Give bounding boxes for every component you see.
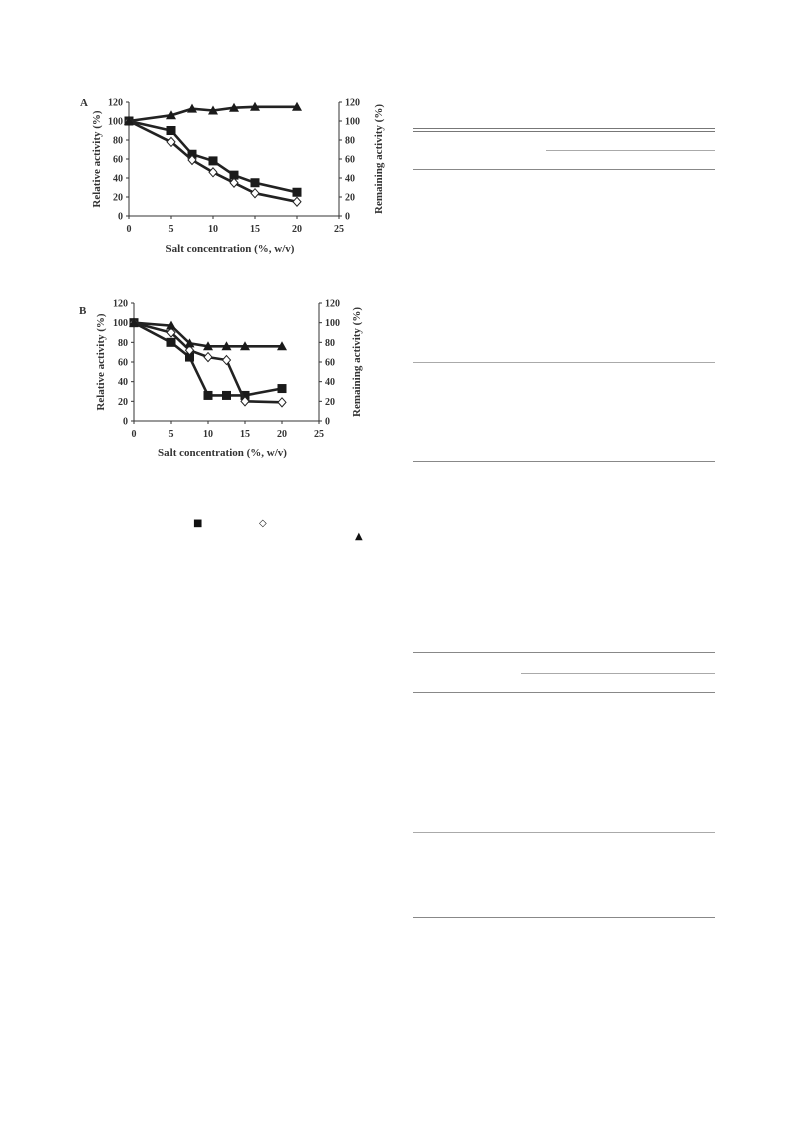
table2-top-rule	[413, 652, 715, 653]
y-tick-label-left: 80	[113, 135, 123, 147]
y-tick-label-right: 80	[325, 337, 335, 349]
y-tick-label-right: 60	[325, 357, 335, 369]
x-tick-label: 20	[292, 224, 302, 235]
data-point-diamond	[251, 189, 259, 198]
y-tick-label-left: 100	[108, 116, 123, 128]
x-tick-label: 15	[240, 429, 250, 440]
y-tick-label-left: 120	[108, 97, 123, 109]
y-axis-label-right: Remaining activity (%)	[373, 104, 385, 214]
chart-a	[0, 90, 793, 260]
x-tick-label: 25	[334, 224, 344, 235]
y-tick-label-left: 40	[113, 173, 123, 185]
chart-b-svg	[0, 294, 793, 470]
data-point-square	[222, 391, 231, 400]
data-point-square	[167, 126, 176, 135]
data-point-square	[209, 156, 218, 165]
data-point-diamond	[278, 398, 286, 407]
x-tick-label: 5	[168, 224, 174, 235]
y-tick-label-left: 100	[113, 318, 128, 330]
y-tick-label-left: 120	[113, 298, 128, 310]
data-point-square	[278, 384, 287, 393]
y-tick-label-right: 120	[345, 97, 360, 109]
data-point-square	[167, 338, 176, 347]
table1-header-rule	[413, 169, 715, 170]
y-axis-label-left: Relative activity (%)	[95, 313, 107, 411]
y-tick-label-left: 20	[118, 396, 128, 408]
y-tick-label-right: 40	[345, 173, 355, 185]
chart-a-svg	[0, 90, 793, 260]
y-tick-label-left: 0	[123, 416, 128, 428]
y-tick-label-right: 40	[325, 377, 335, 389]
table2-mid-rule	[413, 832, 715, 833]
y-tick-label-left: 80	[118, 337, 128, 349]
table1-top-rule	[413, 128, 715, 129]
y-tick-label-right: 20	[325, 396, 335, 408]
x-tick-label: 10	[203, 429, 213, 440]
table2-header-subrule	[521, 673, 715, 674]
chart-b	[0, 294, 793, 470]
y-tick-label-right: 20	[345, 192, 355, 204]
legend-square-symbol: ■	[193, 518, 203, 529]
panel-label: B	[79, 305, 87, 317]
data-point-diamond	[204, 353, 212, 362]
y-axis-label-left: Relative activity (%)	[91, 110, 103, 208]
data-point-square	[204, 391, 213, 400]
table2-bottom-rule	[413, 917, 715, 918]
y-tick-label-right: 60	[345, 154, 355, 166]
y-tick-label-right: 0	[325, 416, 330, 428]
y-tick-label-right: 100	[345, 116, 360, 128]
x-tick-label: 0	[131, 429, 137, 440]
data-point-diamond	[293, 197, 301, 206]
legend-diamond-symbol: ◇	[259, 518, 267, 529]
x-tick-label: 25	[314, 429, 324, 440]
x-tick-label: 0	[126, 224, 132, 235]
y-tick-label-right: 0	[345, 211, 350, 223]
table1-header-subrule	[546, 150, 715, 151]
legend-triangle-symbol: ▲	[355, 531, 363, 542]
table1-mid-rule	[413, 362, 715, 363]
y-axis-label-right: Remaining activity (%)	[351, 307, 363, 417]
data-point-square	[251, 178, 260, 187]
y-tick-label-left: 0	[118, 211, 123, 223]
x-tick-label: 15	[250, 224, 260, 235]
table1-top-rule-2	[413, 131, 715, 132]
data-point-diamond	[209, 168, 217, 177]
panel-label: A	[80, 97, 88, 109]
x-axis-label: Salt concentration (%, w/v)	[158, 447, 287, 459]
y-tick-label-right: 120	[325, 298, 340, 310]
x-tick-label: 20	[277, 429, 287, 440]
y-tick-label-left: 60	[118, 357, 128, 369]
y-tick-label-right: 80	[345, 135, 355, 147]
y-tick-label-left: 60	[113, 154, 123, 166]
data-point-square	[293, 188, 302, 197]
table2-header-rule	[413, 692, 715, 693]
y-tick-label-left: 40	[118, 377, 128, 389]
x-tick-label: 5	[168, 429, 174, 440]
y-tick-label-right: 100	[325, 318, 340, 330]
y-tick-label-left: 20	[113, 192, 123, 204]
x-axis-label: Salt concentration (%, w/v)	[165, 243, 295, 255]
table1-bottom-rule	[413, 461, 715, 462]
x-tick-label: 10	[208, 224, 218, 235]
